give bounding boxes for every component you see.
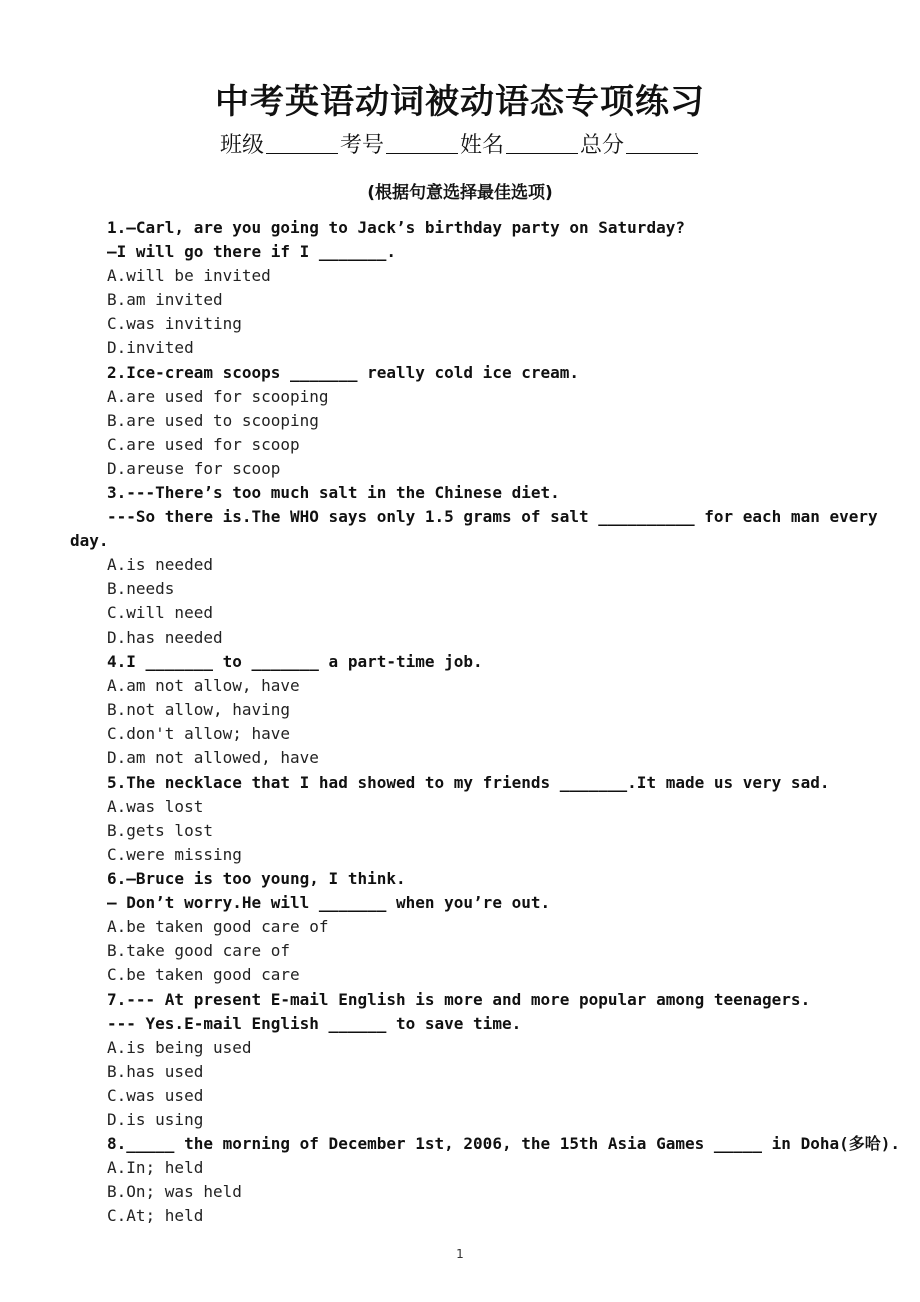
question-stem: 1.—Carl, are you going to Jack’s birthday party on Saturday? (107, 218, 685, 237)
class-label: 班级 (219, 133, 264, 158)
option-c: C.was inviting (107, 314, 242, 334)
question-2 (0, 361, 920, 481)
option-a: A.In; held (107, 1158, 204, 1178)
question-stem: 3.---There’s too much salt in the Chinese diet. (107, 483, 560, 502)
option-a: A.is being used (107, 1037, 252, 1057)
option-c: C.are used for scoop (107, 434, 300, 454)
question-stem: ---So there is.The WHO says only 1.5 grams of salt __________ for each man every (107, 507, 878, 527)
question-stem: 2.Ice-cream scoops _______ really cold ice cream. (107, 362, 580, 382)
page-number: 1 (456, 1247, 464, 1261)
question-5 (0, 771, 920, 867)
option-c: C.be taken good care (107, 965, 300, 985)
option-a: A.will be invited (107, 266, 271, 286)
option-d: D.is using (107, 1109, 204, 1129)
option-b: B.are used to scooping (107, 410, 319, 430)
option-a: A.are used for scooping (107, 386, 329, 406)
student-info-row (0, 128, 920, 159)
option-b: B.needs (107, 579, 175, 599)
name-label: 姓名 (460, 133, 505, 158)
question-stem: 8._____ the morning of December 1st, 2006, the 15th Asia Games _____ in Doha(多哈). (107, 1134, 900, 1153)
option-b: B.gets lost (107, 820, 213, 840)
exam-no-blank (386, 133, 458, 154)
question-stem: 6.—Bruce is too young, I think. (107, 869, 406, 888)
option-b: B.am invited (107, 290, 223, 310)
exam-no-label: 考号 (339, 133, 384, 158)
question-1 (0, 216, 920, 361)
question-3 (0, 481, 920, 650)
question-7 (0, 988, 920, 1133)
question-stem-wrap: day. (70, 531, 109, 551)
page-title: 中考英语动词被动语态专项练习 (215, 82, 705, 122)
question-stem: --- Yes.E-mail English ______ to save time. (107, 1013, 522, 1033)
option-a: A.am not allow, have (107, 676, 300, 696)
option-d: D.invited (107, 338, 194, 358)
option-b: B.not allow, having (107, 700, 291, 720)
option-d: D.areuse for scoop (107, 458, 281, 478)
option-c: C.don't allow; have (107, 724, 291, 744)
name-blank (506, 133, 578, 154)
question-stem: 7.--- At present E-mail English is more and more popular among teenagers. (107, 989, 811, 1009)
option-c: C.were missing (107, 844, 242, 864)
option-d: D.am not allowed, have (107, 748, 319, 768)
class-blank (266, 133, 338, 154)
score-label: 总分 (580, 133, 625, 158)
option-a: A.is needed (107, 555, 213, 575)
question-4 (0, 650, 920, 770)
instruction: (根据句意选择最佳选项) (367, 183, 553, 203)
option-a: A.was lost (107, 796, 204, 816)
option-c: C.At; held (107, 1206, 204, 1226)
question-stem: 5.The necklace that I had showed to my friends _______.It made us very sad. (107, 772, 830, 792)
question-6 (0, 867, 920, 987)
option-d: D.has needed (107, 627, 223, 647)
option-b: B.take good care of (107, 941, 291, 961)
question-8 (0, 1132, 920, 1228)
option-c: C.will need (107, 603, 213, 623)
question-stem: —I will go there if I _______. (107, 242, 396, 262)
score-blank (626, 133, 698, 154)
option-b: B.On; was held (107, 1182, 242, 1202)
option-b: B.has used (107, 1061, 204, 1081)
option-c: C.was used (107, 1085, 204, 1105)
question-stem: 4.I _______ to _______ a part-time job. (107, 652, 483, 671)
option-a: A.be taken good care of (107, 917, 329, 937)
question-stem: — Don’t worry.He will _______ when you’re out. (107, 893, 551, 913)
